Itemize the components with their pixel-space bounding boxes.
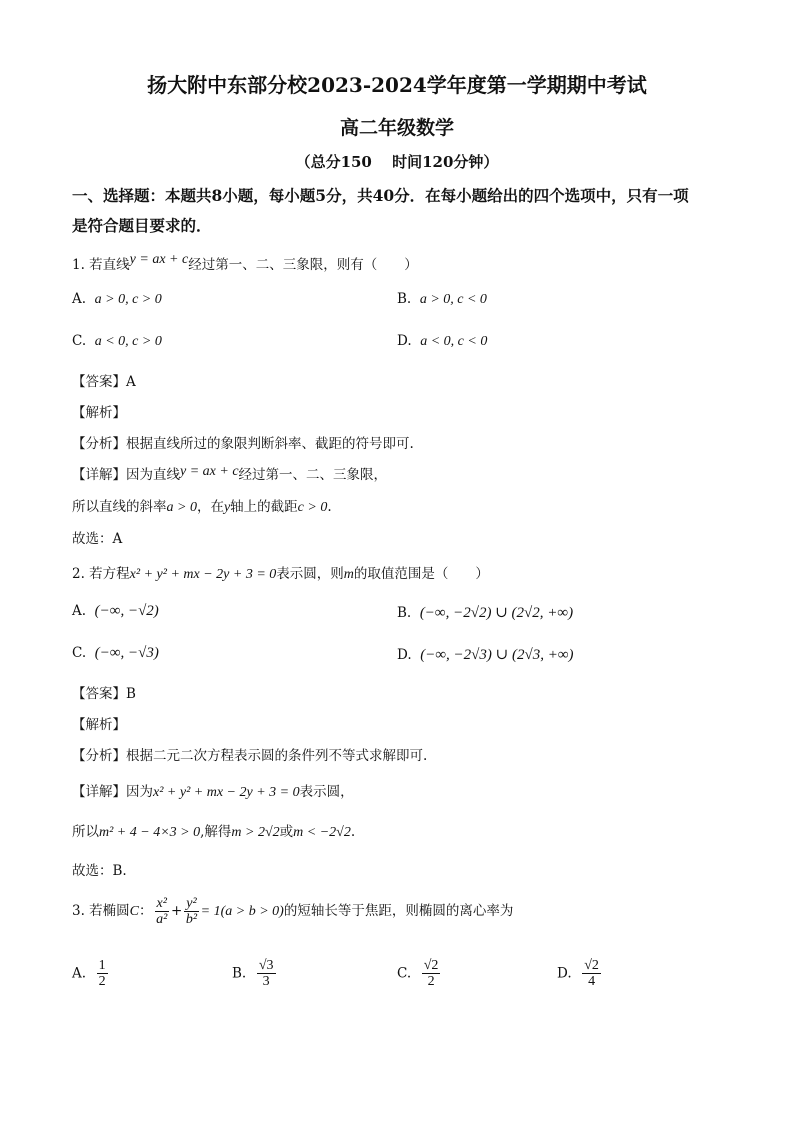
q2-stem-var: m: [343, 567, 354, 582]
q1-detail-suffix: 经过第一、二、三象限，: [238, 467, 388, 483]
q2-conclusion-text-1: 所以: [72, 824, 99, 840]
q1-stem-math: y = ax + c: [129, 252, 189, 267]
q1-option-d: [397, 333, 487, 350]
q2-analysis-tag: 【解析】: [72, 717, 126, 733]
fraction-numerator: y²: [186, 896, 197, 911]
q2-stem: [72, 562, 489, 583]
fraction-numerator: √2: [584, 958, 599, 973]
fraction-numerator: 1: [98, 958, 106, 973]
q1-detail-prefix: 【详解】因为直线: [72, 467, 180, 483]
q3-stem-condition: = 1(a > b > 0): [200, 904, 284, 919]
q1-analysis: 【分析】根据直线所过的象限判断斜率、截距的符号即可.: [72, 436, 414, 452]
q2-option-b: [397, 603, 573, 622]
section-heading-line1: 一、选择题：本题共8小题，每小题5分，共40分．在每小题给出的四个选项中，只有一项: [72, 186, 689, 205]
q2-detail-math: x² + y² + mx − 2y + 3 = 0: [153, 785, 300, 800]
q3-option-c: [397, 958, 442, 989]
q2-stem-prefix: 2. 若方程: [72, 566, 130, 582]
exam-subject: 高二年级数学: [339, 117, 454, 139]
q3-stem-suffix: 的短轴长等于焦距，则椭圆的离心率为: [283, 903, 514, 919]
q1-analysis-tag: 【解析】: [72, 405, 126, 421]
option-label: D.: [557, 965, 572, 982]
q2-choice: 故选：B.: [72, 863, 127, 879]
q1-answer: 【答案】A: [72, 374, 136, 390]
option-label: C.: [72, 645, 87, 661]
q2-conclusion-math-2: m > 2√2: [231, 825, 280, 840]
fraction-numerator: √3: [258, 958, 274, 973]
option-fraction: [257, 958, 276, 989]
option-math: a > 0, c < 0: [419, 292, 487, 307]
q1-option-b: [397, 291, 487, 308]
q1-conclusion: [72, 495, 332, 516]
q2-conclusion-math-1: m² + 4 − 4×3 > 0: [99, 825, 201, 840]
q1-option-a: [72, 291, 162, 308]
fraction-denominator: a²: [156, 912, 168, 927]
q2-stem-suffix: 的取值范围是（ ）: [353, 566, 489, 582]
section-heading-line2: 是符合题目要求的．: [72, 216, 212, 235]
option-label: A.: [72, 965, 87, 982]
q2-conclusion-text-4: .: [350, 824, 356, 840]
q1-conclusion-math-2: y: [223, 500, 231, 515]
q1-stem: [72, 253, 418, 274]
q3-option-b: [232, 958, 278, 989]
q2-option-a: [72, 603, 159, 620]
option-label: A.: [72, 291, 87, 307]
option-fraction: [97, 958, 108, 989]
q1-conclusion-text-1: 所以直线的斜率: [72, 499, 167, 515]
option-math: (−∞, −√3): [94, 645, 159, 661]
q1-conclusion-text-3: 轴上的截距: [230, 499, 298, 515]
q3-frac-x: [155, 896, 169, 927]
q2-option-c: [72, 645, 159, 662]
q3-frac-y: [184, 896, 198, 927]
exam-meta: （总分150 时间120分钟）: [295, 153, 499, 171]
exam-title: 扬大附中东部分校2023-2024学年度第一学期期中考试: [147, 73, 647, 97]
q1-detail-math: y = ax + c: [180, 464, 239, 479]
q2-conclusion-text-3: 或: [279, 824, 294, 840]
option-label: A.: [72, 603, 87, 619]
option-math: (−∞, −2√3) ∪ (2√3, +∞): [420, 647, 574, 663]
option-label: D.: [397, 647, 412, 663]
q1-stem-suffix: 经过第一、二、三象限，则有（ ）: [188, 257, 418, 273]
option-label: B.: [397, 605, 412, 621]
option-math: a < 0, c < 0: [420, 334, 488, 349]
q3-stem: [72, 896, 513, 927]
option-math: a < 0, c > 0: [94, 334, 162, 349]
q3-stem-prefix: 3. 若椭圆: [72, 903, 130, 919]
option-math: (−∞, −2√2) ∪ (2√2, +∞): [419, 605, 574, 621]
fraction-denominator: 4: [588, 974, 596, 989]
q2-option-d: [397, 645, 574, 664]
q1-conclusion-text-4: .: [327, 499, 332, 515]
q1-detail: [72, 463, 387, 484]
q3-stem-var: C: [129, 904, 140, 919]
q1-choice: 故选：A: [72, 531, 123, 547]
q3-plus: +: [170, 903, 183, 919]
q2-detail-prefix: 【详解】因为: [72, 784, 153, 800]
q2-stem-mid: 表示圆，则: [276, 566, 344, 582]
option-fraction: [582, 958, 601, 989]
option-math: (−∞, −√2): [94, 603, 159, 619]
fraction-denominator: 3: [262, 974, 270, 989]
fraction-denominator: 2: [427, 974, 435, 989]
option-label: D.: [397, 333, 412, 349]
q2-answer: 【答案】B: [72, 686, 136, 702]
option-fraction: [422, 958, 441, 989]
q2-stem-math: x² + y² + mx − 2y + 3 = 0: [129, 567, 277, 582]
fraction-denominator: 2: [98, 974, 106, 989]
q2-detail-suffix: 表示圆，: [299, 784, 354, 800]
fraction-denominator: b²: [185, 912, 198, 927]
option-label: C.: [397, 965, 412, 982]
option-label: B.: [397, 291, 412, 307]
fraction-numerator: x²: [156, 896, 167, 911]
q3-option-a: [72, 958, 110, 989]
option-label: C.: [72, 333, 87, 349]
option-label: B.: [232, 965, 247, 982]
q1-conclusion-math-1: a > 0: [166, 500, 197, 515]
q1-conclusion-math-3: c > 0: [297, 500, 328, 515]
q1-option-c: [72, 333, 162, 350]
q2-conclusion-text-2: ,解得: [200, 824, 232, 840]
q3-option-d: [557, 958, 603, 989]
fraction-numerator: √2: [423, 958, 439, 973]
q2-analysis: 【分析】根据二元二次方程表示圆的条件列不等式求解即可.: [72, 748, 428, 764]
q1-stem-prefix: 1. 若直线: [72, 257, 130, 273]
q2-conclusion-math-3: m < −2√2: [293, 825, 351, 840]
q2-conclusion: [72, 820, 355, 841]
q2-detail: [72, 780, 354, 801]
option-math: a > 0, c > 0: [94, 292, 162, 307]
q3-stem-colon: ：: [139, 903, 153, 919]
q1-conclusion-text-2: ，在: [196, 499, 224, 515]
